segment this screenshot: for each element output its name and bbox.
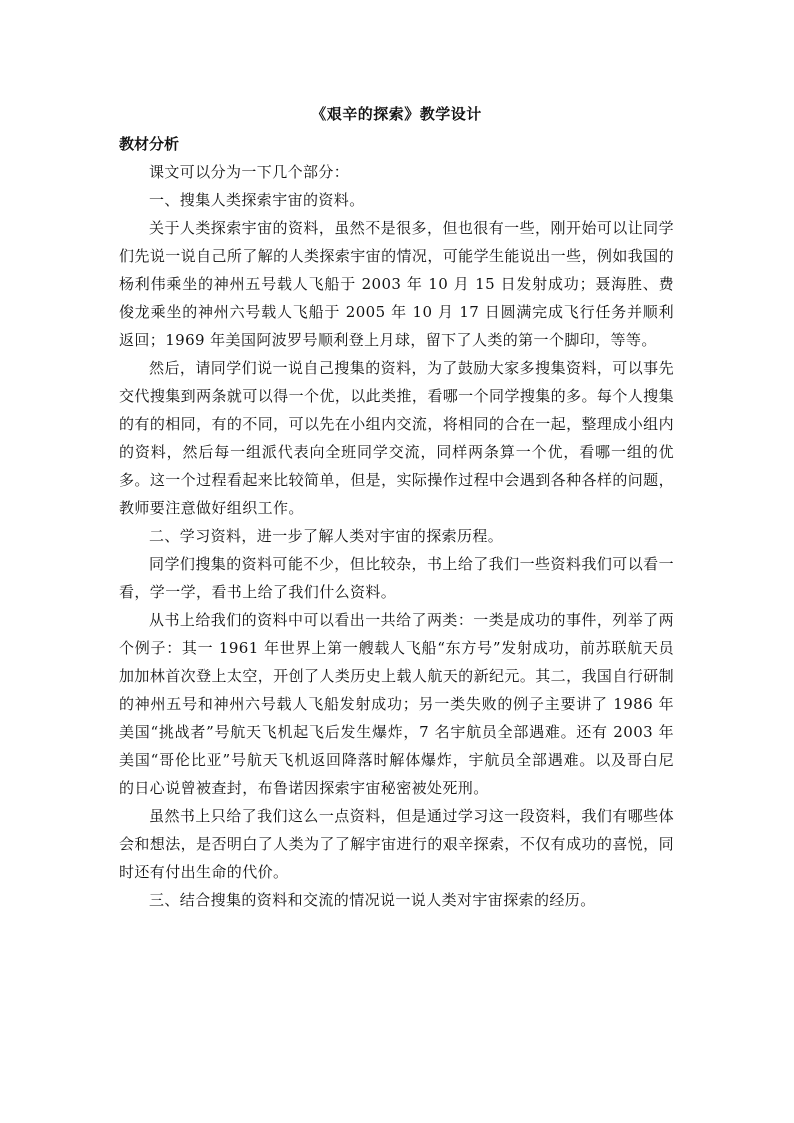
paragraph-intro: 课文可以分为一下几个部分： <box>149 163 350 181</box>
paragraph-part-two-body-3: 虽然书上只给了我们这么一点资料，但是通过学习这一段资料，我们有哪些体会和想法，是否明白了人类为了了解宇宙进行的艰辛探索，不仅有成功的喜悦，同时还有付出生命的代价。 <box>119 807 674 881</box>
document-page <box>119 100 674 914</box>
paragraph-part-one-heading: 一、搜集人类探索宇宙的资料。 <box>149 191 365 209</box>
paragraph-part-three-heading: 三、结合搜集的资料和交流的情况说一说人类对宇宙探索的经历。 <box>149 891 596 909</box>
document-title: 《艰辛的探索》教学设计 <box>311 105 482 123</box>
paragraph-part-one-body-2: 然后，请同学们说一说自己搜集的资料，为了鼓励大家多搜集资料，可以事先交代搜集到两条就可以得一个优，以此类推，看哪一个同学搜集的多。每个人搜集的有的相同，有的不同，可以先在小组内交流，将相同的合在一起，整理成小组内的资料，然后每一组派代表向全班同学交流，同样两条算一个优，看哪一组的优多。这一个过程看起来比较简单，但是，实际操作过程中会遇到各种各样的问题，教师要注意做好组织工作。 <box>119 359 674 517</box>
paragraph-part-one-body-1: 关于人类探索宇宙的资料，虽然不是很多，但也很有一些，刚开始可以让同学们先说一说自己所了解的人类探索宇宙的情况，可能学生能说出一些，例如我国的杨利伟乘坐的神州五号载人飞船于 2003 年 10 月 15 日发射成功；聂海胜、费俊龙乘坐的神州六号载人飞船于 2005 年 10 月 17 日圆满完成飞行任务并顺利返回；1969 年美国阿波罗号顺利登上月球，留下了人类的第一个脚印，等等。 <box>119 219 674 349</box>
paragraph-part-two-heading: 二、学习资料，进一步了解人类对宇宙的探索历程。 <box>149 527 504 545</box>
paragraph-part-two-body-2: 从书上给我们的资料中可以看出一共给了两类：一类是成功的事件，列举了两个例子：其一 1961 年世界上第一艘载人飞船“东方号”发射成功，前苏联航天员加加林首次登上太空，开创了人类历史上载人航天的新纪元。其二，我国自行研制的神州五号和神州六号载人飞船发射成功；另一类失败的例子主要讲了 1986 年美国“挑战者”号航天飞机起飞后发生爆炸，7 名宇航员全部遇难。还有 2003 年美国“哥伦比亚”号航天飞机返回降落时解体爆炸，宇航员全部遇难。以及哥白尼的日心说曾被查封，布鲁诺因探索宇宙秘密被处死刑。 <box>119 611 674 797</box>
paragraph-part-two-body-1: 同学们搜集的资料可能不少，但比较杂，书上给了我们一些资料我们可以看一看，学一学，看书上给了我们什么资料。 <box>119 555 674 601</box>
section-heading: 教材分析 <box>119 135 180 153</box>
